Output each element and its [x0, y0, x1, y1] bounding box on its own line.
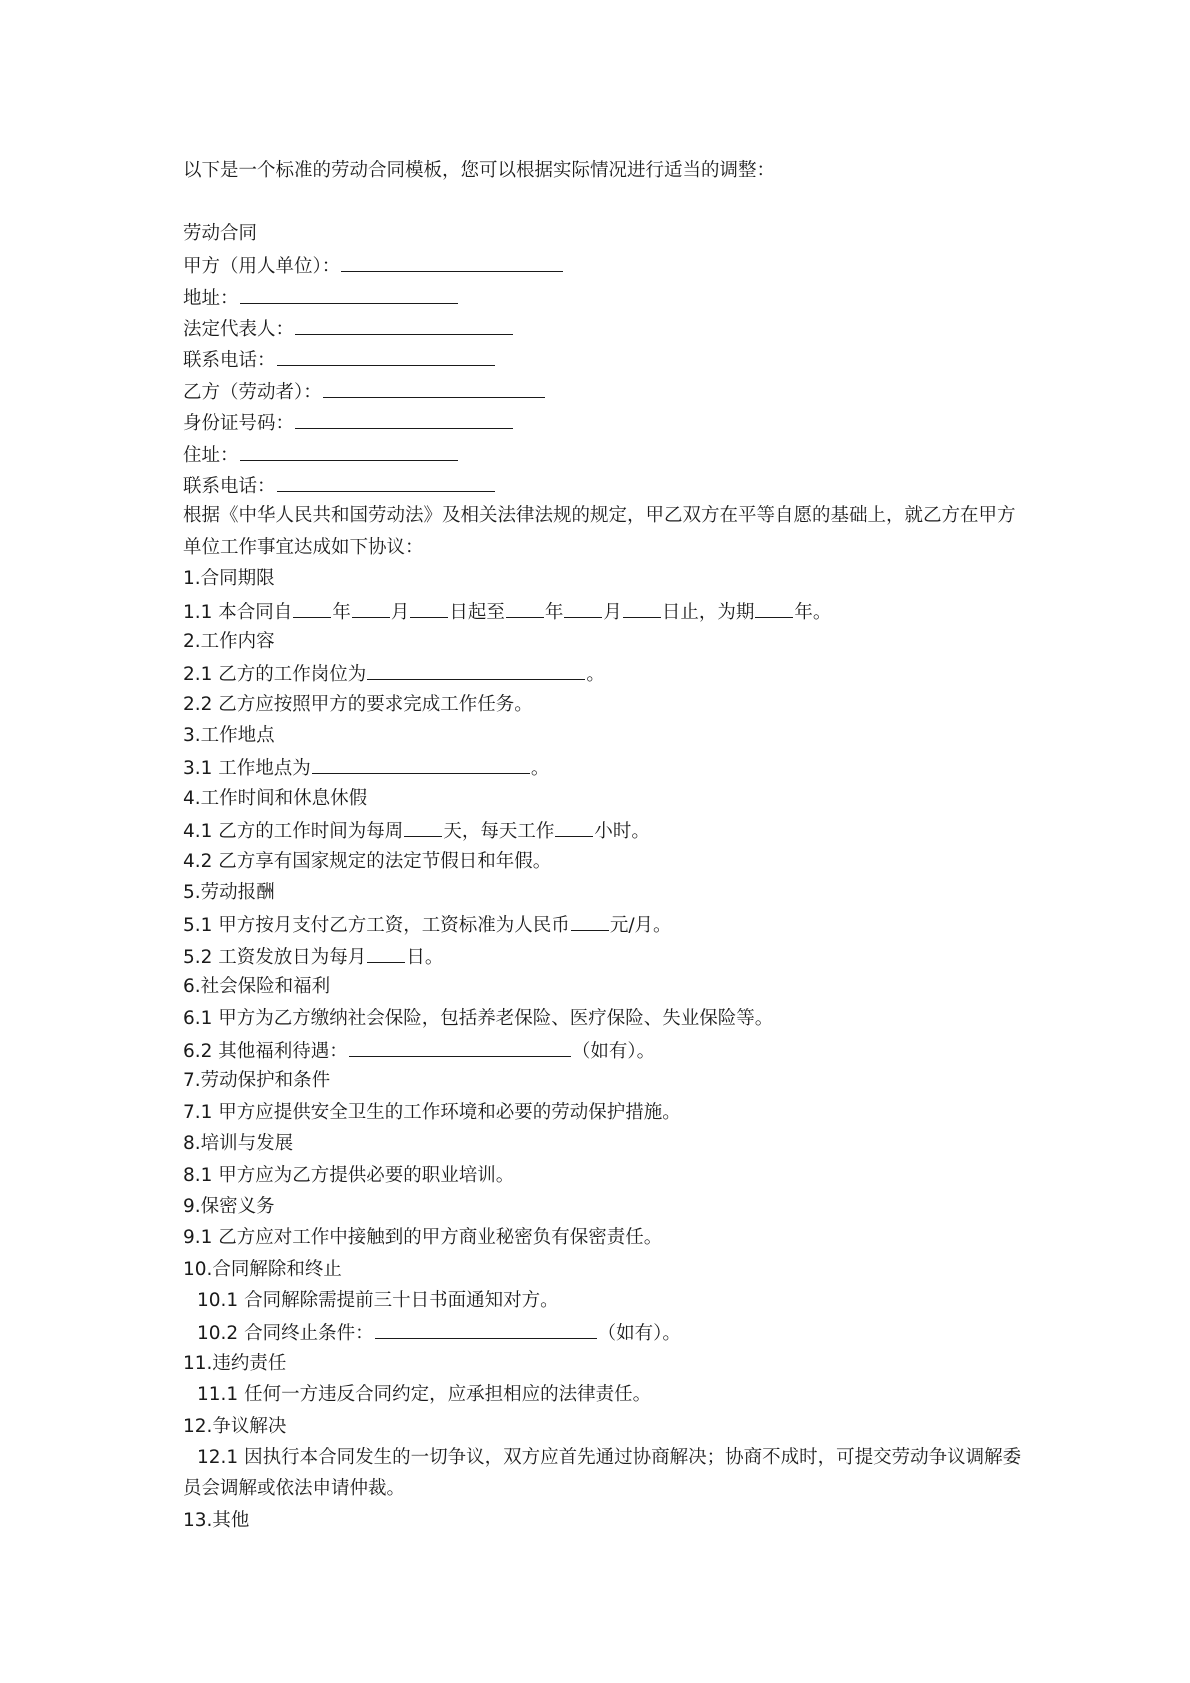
field-label: 联系电话：	[183, 475, 276, 497]
clause-text: （如有）。	[571, 1040, 656, 1062]
fill-blank[interactable]	[341, 249, 563, 272]
section-heading: 1.合同期限	[183, 568, 275, 590]
field-label: 法定代表人：	[183, 318, 295, 340]
intro-text: 以下是一个标准的劳动合同模板，您可以根据实际情况进行适当的调整：	[183, 160, 776, 181]
fill-blank[interactable]	[555, 814, 593, 837]
section-heading: 4.工作时间和休息休假	[183, 787, 368, 809]
fill-blank[interactable]	[367, 940, 405, 963]
preamble: 根据《中华人民共和国劳动法》及相关法律法规的规定，甲乙双方在平等自愿的基础上，就乙方在甲方单位工作事宜达成如下协议：	[183, 505, 1016, 558]
section-heading: 9.保密义务	[183, 1195, 275, 1217]
section-heading: 10.合同解除和终止	[183, 1258, 342, 1280]
clause-text: 天，每天工作	[443, 821, 555, 843]
section-heading: 3.工作地点	[183, 725, 275, 747]
address-field	[183, 281, 1023, 312]
section-heading: 5.劳动报酬	[183, 882, 275, 904]
clause-text: 年	[544, 601, 564, 623]
section-heading: 8.培训与发展	[183, 1133, 294, 1155]
clause-text: 日止，为期	[661, 601, 755, 623]
clause-6-1: 6.1 甲方为乙方缴纳社会保险，包括养老保险、医疗保险、失业保险等。	[183, 1007, 774, 1029]
clause-5-2	[183, 940, 1023, 971]
clause-9-1: 9.1 乙方应对工作中接触到的甲方商业秘密负有保密责任。	[183, 1227, 663, 1249]
section-heading: 12.争议解决	[183, 1415, 287, 1437]
clause-1-1	[183, 595, 1023, 626]
clause-12-1: 12.1 因执行本合同发生的一切争议，双方应首先通过协商解决；协商不成时，可提交劳动争议调解委员会调解或依法申请仲裁。	[183, 1447, 1022, 1500]
legal-rep-field	[183, 312, 1023, 343]
fill-blank[interactable]	[312, 751, 530, 774]
clause-text: 5.1 甲方按月支付乙方工资，工资标准为人民币	[183, 915, 570, 937]
fill-blank[interactable]	[240, 281, 458, 304]
fill-blank[interactable]	[352, 595, 390, 618]
clause-2-2: 2.2 乙方应按照甲方的要求完成工作任务。	[183, 693, 533, 715]
clause-6-2	[183, 1034, 1023, 1065]
field-label: 住址：	[183, 444, 239, 466]
field-label: 地址：	[183, 287, 239, 309]
clause-10-1: 10.1 合同解除需提前三十日书面通知对方。	[197, 1290, 559, 1312]
fill-blank[interactable]	[755, 595, 793, 618]
phone-a-field	[183, 343, 1023, 374]
clause-4-2: 4.2 乙方享有国家规定的法定节假日和年假。	[183, 850, 552, 872]
clause-text: 。	[586, 664, 605, 686]
fill-blank[interactable]	[240, 438, 458, 461]
spacer	[183, 186, 1023, 217]
clause-text: 月	[390, 601, 410, 623]
clause-10-2	[183, 1316, 1023, 1347]
clause-text: 5.2 工资发放日为每月	[183, 946, 367, 968]
field-label: 甲方（用人单位）：	[183, 256, 341, 278]
fill-blank[interactable]	[349, 1034, 571, 1057]
clause-text: 3.1 工作地点为	[183, 758, 311, 780]
phone-b-field	[183, 469, 1023, 500]
fill-blank[interactable]	[293, 595, 331, 618]
clause-text: 日起至	[449, 601, 505, 623]
section-heading: 7.劳动保护和条件	[183, 1070, 331, 1092]
clause-4-1	[183, 814, 1023, 845]
clause-8-1: 8.1 甲方应为乙方提供必要的职业培训。	[183, 1164, 515, 1186]
clause-text: 年。	[794, 601, 832, 623]
clause-text: 4.1 乙方的工作时间为每周	[183, 821, 404, 843]
section-heading: 11.违约责任	[183, 1352, 287, 1374]
clause-text: （如有）。	[597, 1323, 681, 1345]
fill-blank[interactable]	[295, 312, 513, 335]
section-heading: 13.其他	[183, 1509, 250, 1531]
field-label: 乙方（劳动者）：	[183, 381, 322, 403]
fill-blank[interactable]	[623, 595, 661, 618]
section-heading: 6.社会保险和福利	[183, 976, 331, 998]
fill-blank[interactable]	[564, 595, 602, 618]
clause-text: 日。	[406, 946, 444, 968]
clause-text: 月	[603, 601, 622, 623]
clause-text: 10.2 合同终止条件：	[197, 1323, 374, 1345]
fill-blank[interactable]	[571, 908, 609, 931]
fill-blank[interactable]	[323, 375, 545, 398]
fill-blank[interactable]	[277, 343, 495, 366]
clause-text: 年	[332, 601, 351, 623]
clause-3-1	[183, 751, 1023, 782]
party-b-field	[183, 375, 1023, 406]
document-body	[183, 155, 1023, 1536]
clause-text: 6.2 其他福利待遇：	[183, 1040, 348, 1062]
clause-5-1	[183, 908, 1023, 939]
clause-7-1: 7.1 甲方应提供安全卫生的工作环境和必要的劳动保护措施。	[183, 1101, 681, 1123]
id-number-field	[183, 406, 1023, 437]
clause-text: 1.1 本合同自	[183, 601, 293, 623]
clause-text: 元/月。	[609, 915, 672, 937]
fill-blank[interactable]	[506, 595, 544, 618]
clause-11-1: 11.1 任何一方违反合同约定，应承担相应的法律责任。	[197, 1384, 652, 1406]
fill-blank[interactable]	[367, 657, 585, 680]
clause-text: 小时。	[594, 821, 650, 843]
section-heading: 2.工作内容	[183, 630, 275, 652]
field-label: 身份证号码：	[183, 413, 295, 435]
fill-blank[interactable]	[277, 469, 495, 492]
clause-2-1	[183, 657, 1023, 688]
fill-blank[interactable]	[404, 814, 442, 837]
party-a-field	[183, 249, 1023, 280]
fill-blank[interactable]	[410, 595, 448, 618]
fill-blank[interactable]	[295, 406, 513, 429]
clause-text: 2.1 乙方的工作岗位为	[183, 664, 367, 686]
clause-text: 。	[530, 758, 550, 780]
fill-blank[interactable]	[375, 1316, 597, 1339]
residence-field	[183, 438, 1023, 469]
field-label: 联系电话：	[183, 350, 276, 372]
contract-title: 劳动合同	[183, 222, 258, 244]
